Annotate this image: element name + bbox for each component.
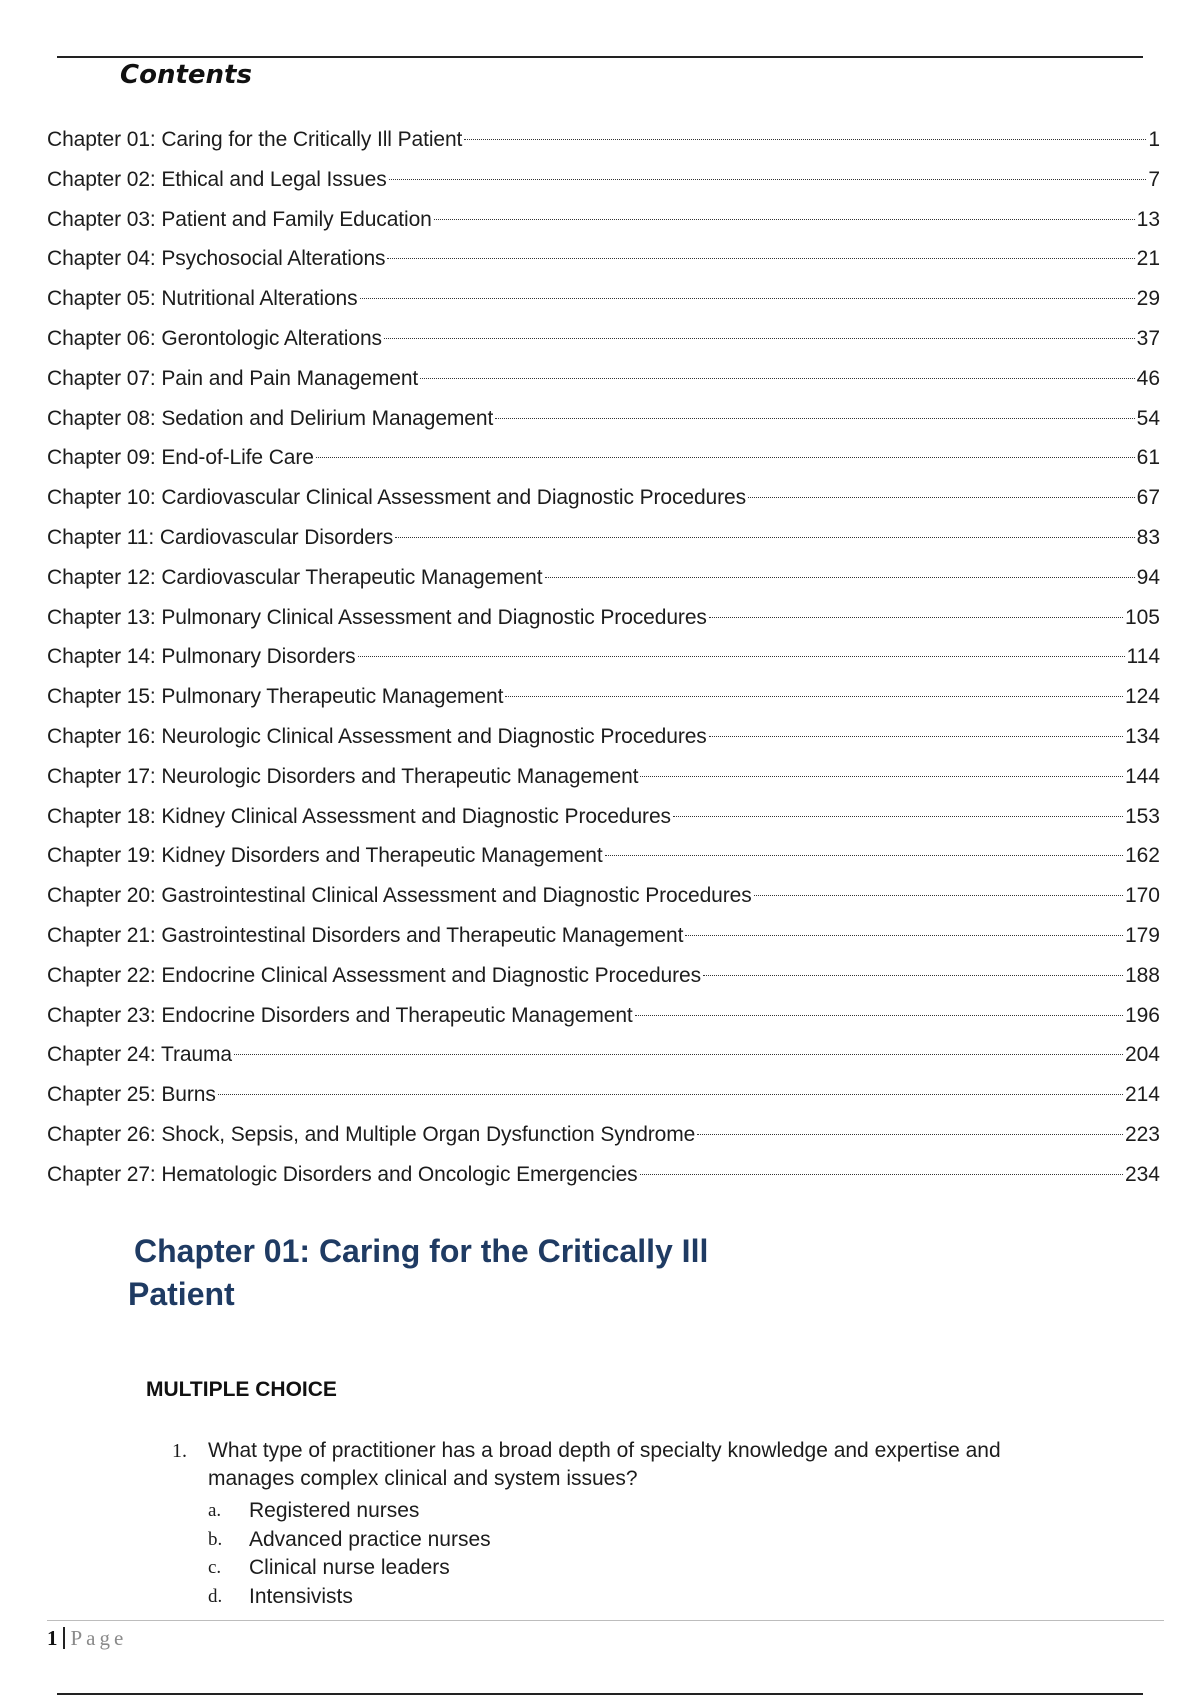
toc-entry-page: 54 — [1136, 406, 1160, 430]
toc-dot-leader — [505, 696, 1123, 697]
toc-entry-title: Chapter 02: Ethical and Legal Issues — [47, 167, 387, 191]
toc-entry-page: 94 — [1136, 565, 1160, 589]
toc-entry-title: Chapter 16: Neurologic Clinical Assessment and Diagnostic Procedures — [47, 724, 707, 748]
toc-dot-leader — [709, 736, 1123, 737]
toc-entry-title: Chapter 23: Endocrine Disorders and Therapeutic Management — [47, 1003, 633, 1027]
footer-separator — [63, 1627, 65, 1649]
toc-entry[interactable] — [47, 160, 1160, 200]
toc-dot-leader — [464, 139, 1146, 140]
question-stem — [172, 1437, 1072, 1493]
toc-entry-title: Chapter 10: Cardiovascular Clinical Assessment and Diagnostic Procedures — [47, 486, 746, 510]
toc-dot-leader — [709, 617, 1123, 618]
answer-option — [208, 1554, 1072, 1583]
option-letter: c. — [208, 1557, 222, 1578]
toc-entry-title: Chapter 11: Cardiovascular Disorders — [47, 525, 394, 549]
toc-dot-leader — [697, 1134, 1123, 1135]
toc-entry-title: Chapter 04: Psychosocial Alterations — [47, 247, 386, 271]
toc-dot-leader — [218, 1094, 1123, 1095]
option-letter: a. — [208, 1500, 222, 1521]
toc-entry[interactable] — [47, 996, 1160, 1036]
toc-entry-page: 46 — [1136, 366, 1160, 390]
toc-entry-page: 124 — [1124, 685, 1160, 709]
toc-dot-leader — [703, 975, 1123, 976]
toc-dot-leader — [316, 457, 1135, 458]
toc-entry-title: Chapter 08: Sedation and Delirium Management — [47, 406, 494, 430]
question-number: 1. — [172, 1440, 187, 1462]
toc-entry-page: 196 — [1124, 1003, 1160, 1027]
toc-dot-leader — [360, 298, 1135, 299]
toc-entry[interactable] — [47, 757, 1160, 797]
toc-dot-leader — [495, 418, 1134, 419]
toc-entry[interactable] — [47, 598, 1160, 638]
answer-option — [208, 1583, 1072, 1612]
toc-entry-page: 13 — [1136, 207, 1160, 231]
toc-entry-title: Chapter 12: Cardiovascular Therapeutic Management — [47, 565, 543, 589]
toc-entry-page: 153 — [1124, 804, 1160, 828]
toc-entry-page: 204 — [1124, 1043, 1160, 1067]
toc-dot-leader — [748, 497, 1135, 498]
toc-entry[interactable] — [47, 239, 1160, 279]
option-letter: d. — [208, 1585, 223, 1607]
toc-entry-page: 61 — [1136, 446, 1160, 470]
toc-entry-title: Chapter 15: Pulmonary Therapeutic Management — [47, 685, 504, 709]
toc-entry[interactable] — [47, 797, 1160, 837]
toc-entry-title: Chapter 17: Neurologic Disorders and Therapeutic Management — [47, 764, 639, 788]
toc-entry-title: Chapter 07: Pain and Pain Management — [47, 366, 419, 390]
toc-entry-page: 29 — [1136, 287, 1160, 311]
option-text: Intensivists — [249, 1584, 353, 1608]
toc-entry[interactable] — [47, 677, 1160, 717]
toc-entry[interactable] — [47, 1075, 1160, 1115]
toc-entry-page: 21 — [1136, 247, 1160, 271]
toc-entry[interactable] — [47, 1035, 1160, 1075]
toc-entry-page: 1 — [1148, 128, 1160, 151]
toc-dot-leader — [754, 895, 1123, 896]
toc-dot-leader — [434, 219, 1135, 220]
toc-dot-leader — [387, 258, 1134, 259]
chapter-heading — [128, 1230, 774, 1316]
toc-entry-page: 170 — [1124, 884, 1160, 908]
option-text: Clinical nurse leaders — [249, 1556, 450, 1579]
section-heading-multiple-choice: MULTIPLE CHOICE — [146, 1378, 337, 1401]
toc-entry-title: Chapter 26: Shock, Sepsis, and Multiple Organ Dysfunction Syndrome — [47, 1122, 696, 1146]
toc-entry-page: 105 — [1124, 605, 1160, 629]
toc-entry-page: 67 — [1136, 486, 1160, 510]
toc-dot-leader — [384, 338, 1135, 339]
toc-entry[interactable] — [47, 836, 1160, 876]
toc-entry[interactable] — [47, 399, 1160, 439]
page-footer — [47, 1624, 127, 1652]
answer-option — [208, 1497, 1072, 1526]
toc-entry-page: 7 — [1148, 167, 1160, 191]
toc-entry-title: Chapter 13: Pulmonary Clinical Assessment and Diagnostic Procedures — [47, 605, 707, 629]
toc-entry-title: Chapter 24: Trauma — [47, 1043, 232, 1067]
toc-entry[interactable] — [47, 279, 1160, 319]
toc-entry-title: Chapter 20: Gastrointestinal Clinical Assessment and Diagnostic Procedures — [47, 884, 752, 908]
answer-options — [208, 1497, 1072, 1611]
toc-entry-page: 134 — [1124, 724, 1160, 748]
option-letter: b. — [208, 1528, 223, 1550]
toc-entry-title: Chapter 09: End-of-Life Care — [47, 446, 314, 470]
option-text: Advanced practice nurses — [249, 1527, 491, 1551]
toc-dot-leader — [635, 1015, 1123, 1016]
toc-entry-page: 223 — [1124, 1122, 1160, 1146]
toc-dot-leader — [395, 537, 1134, 538]
toc-entry[interactable] — [47, 319, 1160, 359]
option-text: Registered nurses — [249, 1499, 420, 1522]
toc-dot-leader — [605, 855, 1123, 856]
toc-entry-title: Chapter 03: Patient and Family Education — [47, 207, 432, 231]
toc-entry-page: 214 — [1124, 1083, 1160, 1107]
toc-entry-title: Chapter 27: Hematologic Disorders and Oncologic Emergencies — [47, 1162, 638, 1186]
toc-entry[interactable] — [47, 956, 1160, 996]
question-text: What type of practitioner has a broad depth of specialty knowledge and expertise and manages complex clinical and system issues? — [208, 1439, 1001, 1490]
toc-dot-leader — [673, 816, 1123, 817]
toc-entry-title: Chapter 21: Gastrointestinal Disorders and Therapeutic Management — [47, 923, 684, 947]
toc-entry[interactable] — [47, 637, 1160, 677]
contents-title: Contents — [120, 60, 252, 90]
toc-entry[interactable] — [47, 478, 1160, 518]
toc-entry[interactable] — [47, 120, 1160, 160]
toc-entry-title: Chapter 18: Kidney Clinical Assessment and Diagnostic Procedures — [47, 804, 671, 828]
toc-entry-title: Chapter 22: Endocrine Clinical Assessment and Diagnostic Procedures — [47, 963, 701, 987]
toc-entry-title: Chapter 14: Pulmonary Disorders — [47, 645, 356, 669]
footer-rule — [47, 1620, 1164, 1621]
toc-entry-page: 37 — [1136, 326, 1160, 350]
toc-entry-title: Chapter 25: Burns — [47, 1083, 216, 1107]
toc-entry-title: Chapter 19: Kidney Disorders and Therapeutic Management — [47, 844, 603, 868]
toc-dot-leader — [545, 577, 1135, 578]
toc-entry-page: 234 — [1124, 1162, 1160, 1186]
toc-entry-title: Chapter 06: Gerontologic Alterations — [47, 326, 382, 350]
answer-option — [208, 1526, 1072, 1555]
toc-entry[interactable] — [47, 359, 1160, 399]
toc-entry[interactable] — [47, 518, 1160, 558]
toc-entry[interactable] — [47, 1155, 1160, 1195]
toc-entry[interactable] — [47, 1115, 1160, 1155]
toc-entry-page: 114 — [1126, 645, 1160, 669]
toc-dot-leader — [640, 1174, 1123, 1175]
toc-entry[interactable] — [47, 717, 1160, 757]
toc-entry[interactable] — [47, 876, 1160, 916]
toc-dot-leader — [420, 378, 1134, 379]
toc-dot-leader — [389, 179, 1147, 180]
toc-entry-page: 188 — [1124, 963, 1160, 987]
chapter-heading-line-1: Chapter 01: Caring for the Critically Ill — [134, 1233, 709, 1269]
toc-entry-title: Chapter 01: Caring for the Critically Ill Patient — [47, 128, 463, 151]
toc-dot-leader — [358, 656, 1125, 657]
toc-entry[interactable] — [47, 916, 1160, 956]
toc-dot-leader — [685, 935, 1123, 936]
footer-page-number: 1 — [47, 1626, 58, 1650]
toc-entry[interactable] — [47, 558, 1160, 598]
toc-dot-leader — [640, 776, 1123, 777]
chapter-heading-line-2: Patient — [128, 1276, 235, 1312]
toc-dot-leader — [234, 1054, 1123, 1055]
bottom-page-rule — [57, 1693, 1143, 1695]
toc-entry-page: 179 — [1124, 923, 1160, 947]
table-of-contents — [47, 120, 1160, 1195]
question-1 — [172, 1437, 1072, 1611]
footer-page-label: Page — [70, 1626, 128, 1650]
toc-entry-title: Chapter 05: Nutritional Alterations — [47, 287, 358, 311]
toc-entry-page: 144 — [1124, 764, 1160, 788]
toc-entry[interactable] — [47, 438, 1160, 478]
toc-entry-page: 83 — [1136, 525, 1160, 549]
toc-entry[interactable] — [47, 200, 1160, 240]
toc-entry-page: 162 — [1124, 844, 1160, 868]
